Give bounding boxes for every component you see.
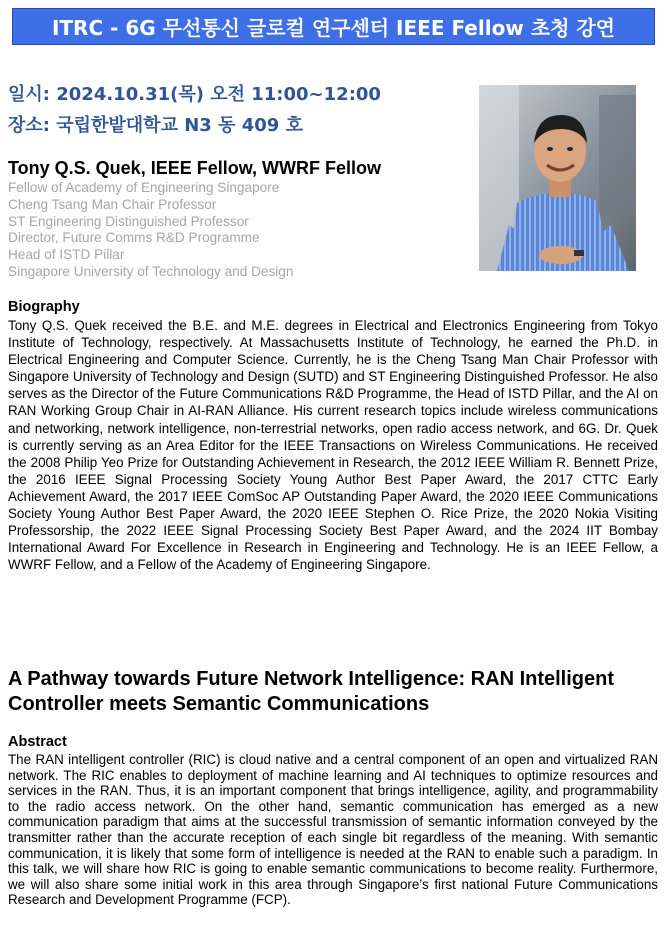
- affiliation-line: Head of ISTD Pillar: [8, 247, 125, 263]
- biography-text: Tony Q.S. Quek received the B.E. and M.E. degrees in Electrical and Electronics Engineering from Tokyo Institute of Technology, respectively. At Massachusetts Institute of Technology, he earned the Ph.D. in Electrical Engineering and Computer Science. Currently, he is the Cheng Tsang Man Chair Professor with Singapore University of Technology and Design (SUTD) and ST Engineering Distinguished Professor. He also serves as the Director of the Future Communications R&D Programme, the Head of ISTD Pillar, and the AI on RAN Working Group Chair in AI-RAN Alliance. His current research topics include wireless communications and networking, network intelligence, non-terrestrial networks, open radio access network, and 6G. Dr. Quek is currently serving as an Area Editor for the IEEE Transactions on Wireless Communications. He received the 2008 Philip Yeo Prize for Outstanding Achievement in Research, the 2012 IEEE William R. Bennett Prize, the 2016 IEEE Signal Processing Society Young Author Best Paper Award, the 2017 CTTC Early Achievement Award, the 2017 IEEE ComSoc AP Outstanding Paper Award, the 2020 IEEE Communications Society Young Author Best Paper Award, the 2020 IEEE Stephen O. Rice Prize, the 2020 Nokia Visiting Professorship, the 2022 IEEE Signal Processing Society Best Paper Award, and the 2024 IIT Bombay International Award For Excellence in Research in Engineering and Technology. He is an IEEE Fellow, a WWRF Fellow, and a Fellow of the Academy of Engineering Singapore.: [8, 318, 658, 573]
- event-venue: 장소: 국립한밭대학교 N3 동 409 호: [8, 115, 303, 136]
- speaker-photo-illustration: [479, 85, 636, 271]
- event-date: 일시: 2024.10.31(목) 오전 11:00~12:00: [8, 84, 381, 105]
- affiliation-line: Director, Future Comms R&D Programme: [8, 230, 260, 246]
- affiliation-line: Fellow of Academy of Engineering Singapore: [8, 180, 280, 195]
- speaker-photo: [479, 85, 636, 271]
- banner-title: ITRC - 6G 무선통신 글로컬 연구센터 IEEE Fellow 초청 강연: [51, 16, 616, 40]
- talk-title: A Pathway towards Future Network Intelligence: RAN Intelligent Controller meets Semantic Communications: [8, 668, 615, 715]
- abstract-heading: Abstract: [8, 734, 67, 750]
- abstract-text: The RAN intelligent controller (RIC) is cloud native and a central component of an open and virtualized RAN network. The RIC enables to deployment of machine learning and AI techniques to optimize resources and services in the RAN. Thus, it is an important component that brings intelligence, agility, and programmability to the radio access network. On the other hand, semantic communication has emerged as a new communication paradigm that aims at the successful transmission of semantic information conveyed by the transmitter rather than the accurate reception of each single bit regardless of the meaning. With semantic communication, it is likely that some form of intelligence is needed at the RAN to enable such a paradigm. In this talk, we will share how RIC is going to enable semantic communications to become reality. Furthermore, we will also share some initial work in this area through Singapore’s first national Future Communications Research and Development Programme (FCP).: [8, 752, 658, 908]
- speaker-affiliations: [8, 180, 293, 281]
- affiliation-line: Singapore University of Technology and Design: [8, 263, 294, 279]
- event-banner: [12, 8, 655, 45]
- biography-heading: Biography: [8, 299, 80, 315]
- speaker-name: Tony Q.S. Quek, IEEE Fellow, WWRF Fellow: [8, 158, 382, 178]
- affiliation-line: ST Engineering Distinguished Professor: [8, 213, 249, 229]
- affiliation-line: Cheng Tsang Man Chair Professor: [8, 196, 217, 212]
